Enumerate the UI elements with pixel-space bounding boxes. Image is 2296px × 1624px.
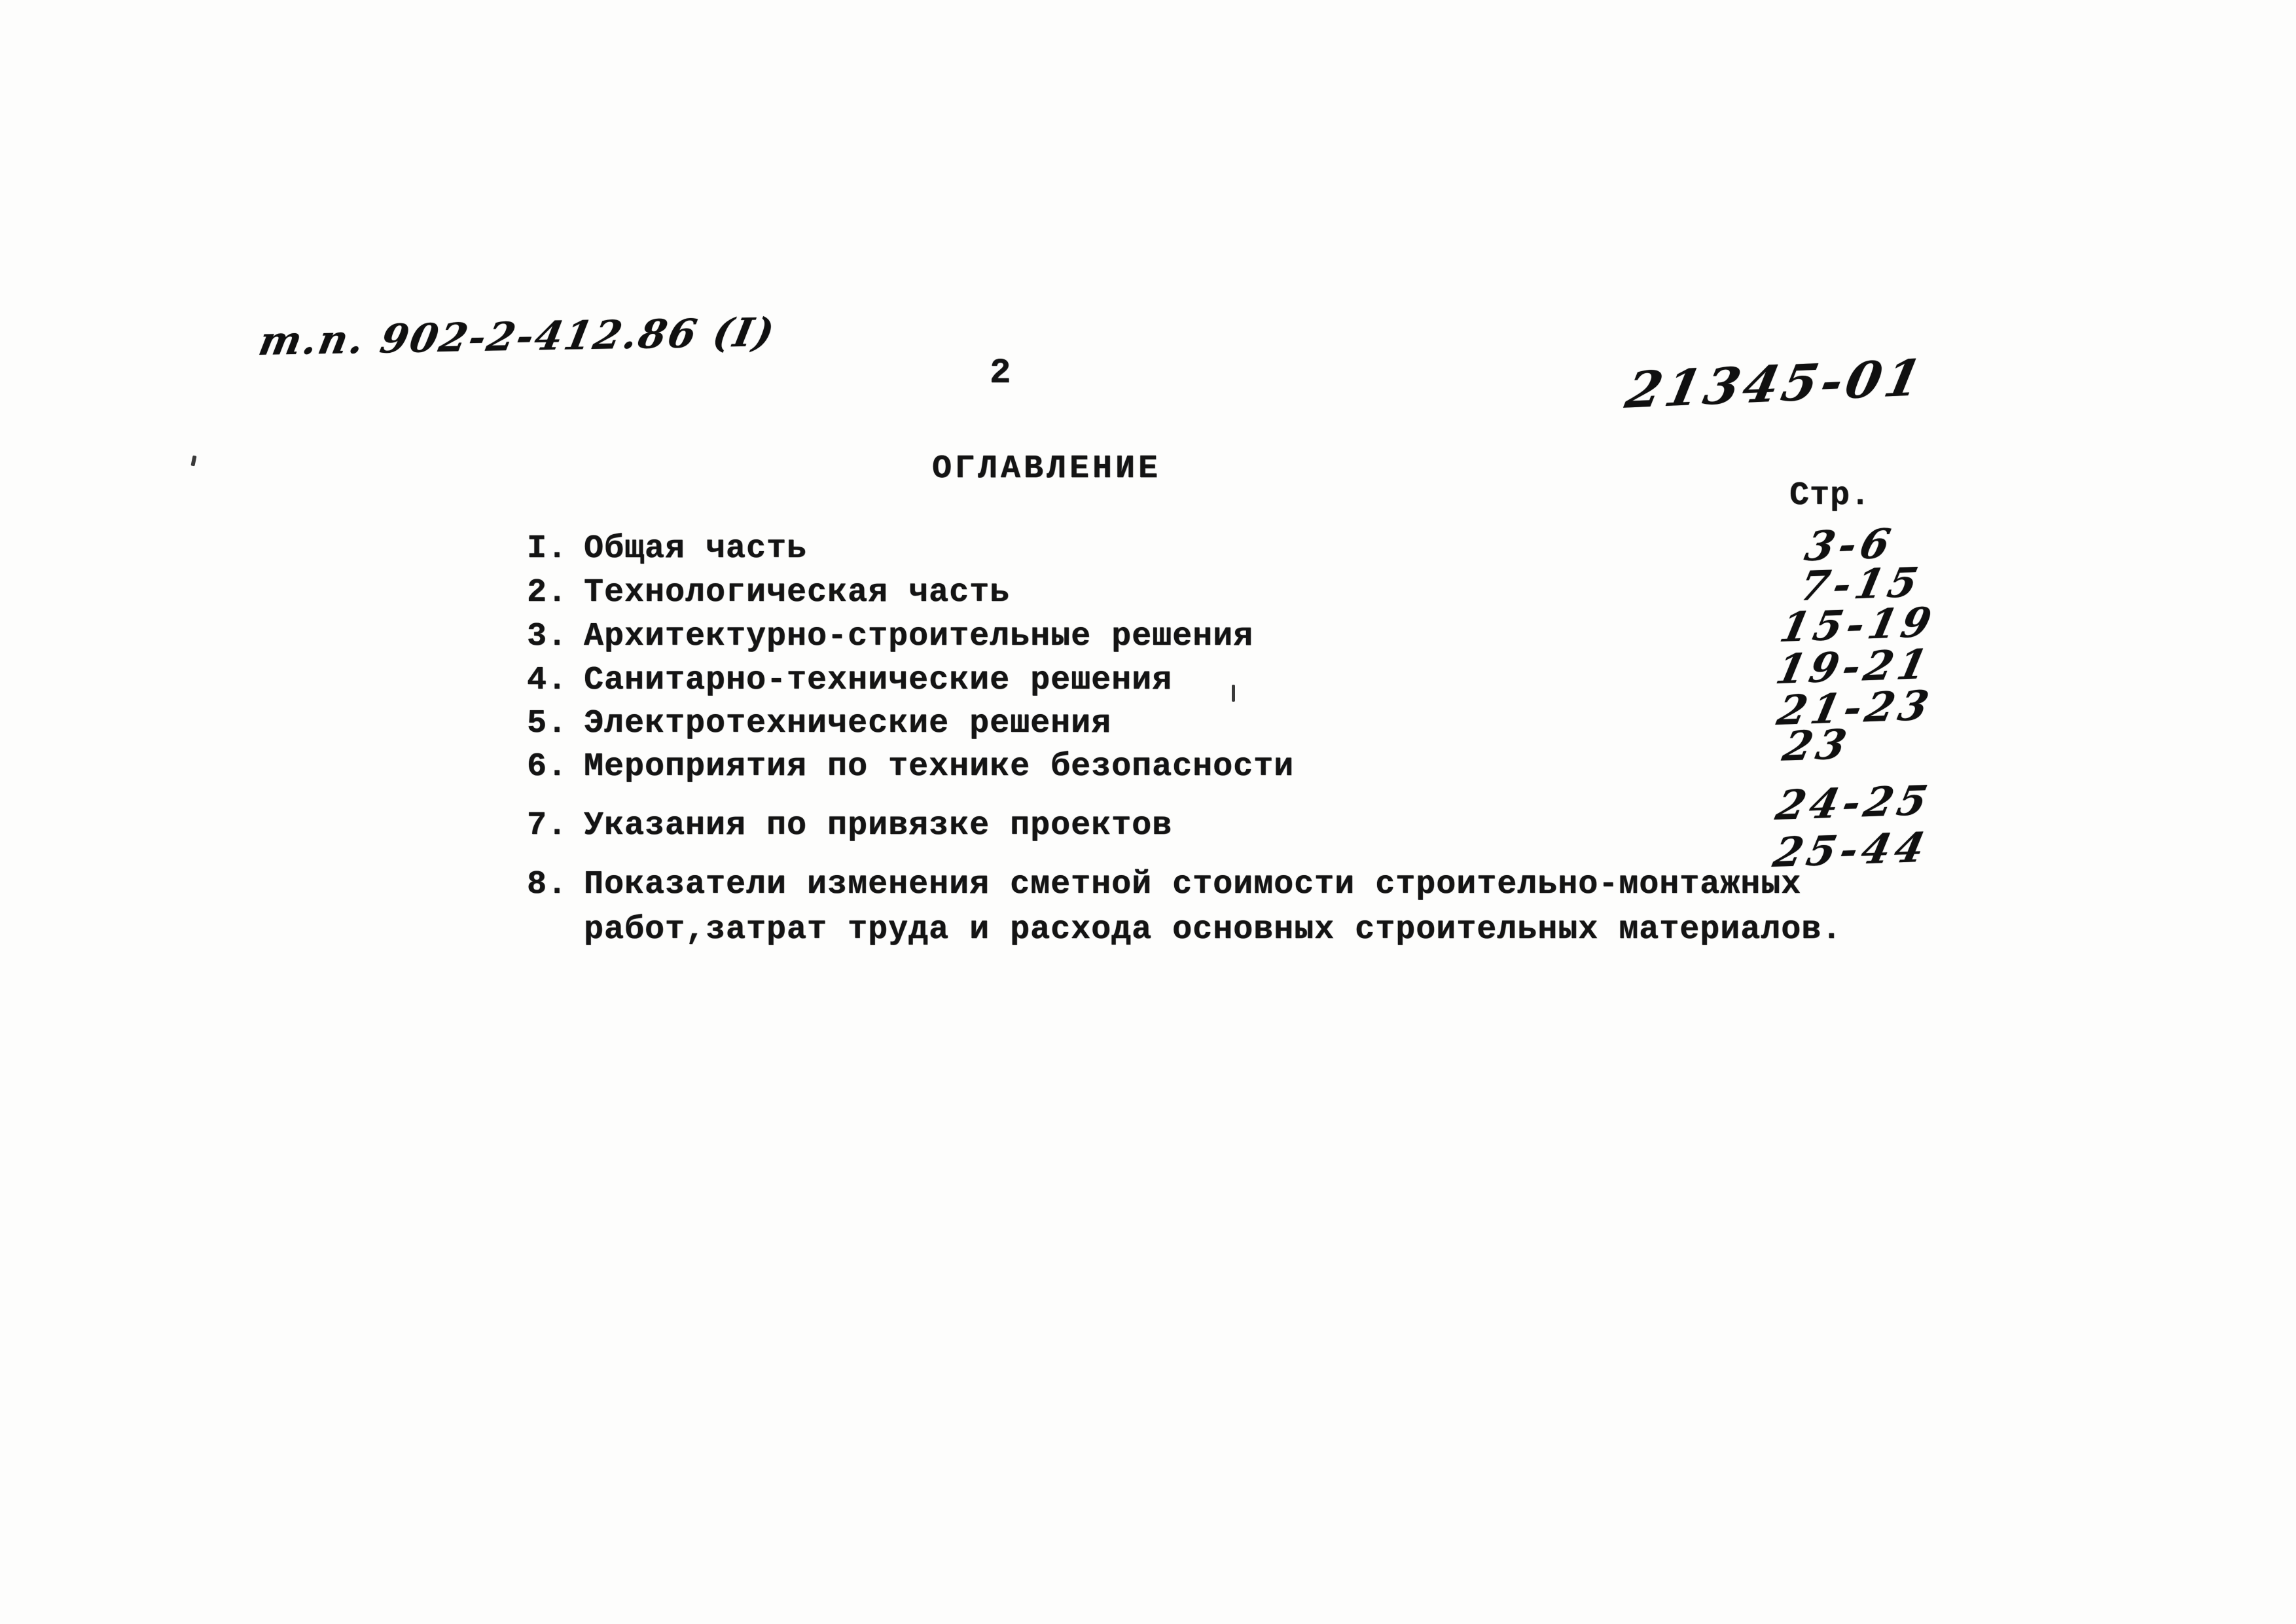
- handwritten-doc-number: 21345-01: [1621, 348, 1931, 420]
- toc-item-pages: 3-6: [1801, 519, 1899, 571]
- toc-item-pages: 15-19: [1776, 598, 1941, 652]
- toc-item-title: Общая часть: [584, 530, 808, 568]
- toc-item-title: Мероприятия по технике безопасности: [584, 748, 1295, 785]
- toc-item-pages: 19-21: [1772, 640, 1937, 694]
- toc-item-number: 5.: [527, 705, 568, 742]
- toc-item-title-line2: работ,затрат труда и расхода основных строительных материалов.: [584, 911, 1842, 948]
- toc-title: ОГЛАВЛЕНИЕ: [932, 450, 1162, 488]
- toc-item-pages: 7-15: [1795, 558, 1927, 611]
- toc-item-pages: 25-44: [1769, 823, 1934, 877]
- toc-item-title: Показатели изменения сметной стоимости строительно-монтажных: [584, 866, 1802, 903]
- toc-item-number: 8.: [527, 866, 568, 903]
- toc-item-pages: 21-23: [1773, 681, 1938, 735]
- toc-item-number: 2.: [527, 574, 568, 611]
- page-number: 2: [990, 353, 1012, 393]
- toc-item-pages: 24-25: [1772, 776, 1937, 830]
- pages-column-header: Стр.: [1789, 477, 1871, 514]
- toc-item-number: 3.: [527, 618, 568, 655]
- toc-item-number: 4.: [527, 662, 568, 699]
- toc-item-title: Указания по привязке проектов: [584, 807, 1173, 844]
- toc-item-number: 7.: [527, 807, 568, 844]
- toc-item-title: Электротехнические решения: [584, 705, 1112, 742]
- handwritten-project-code: т.п. 902-2-412.86 (I): [255, 310, 780, 365]
- toc-item-title: Санитарно-технические решения: [584, 662, 1173, 699]
- toc-item-number: I.: [527, 530, 568, 568]
- toc-item-title: Архитектурно-строительные решения: [584, 618, 1254, 655]
- toc-item-pages: 23: [1778, 720, 1856, 770]
- toc-item-title: Технологическая часть: [584, 574, 1011, 611]
- toc-item-number: 6.: [527, 748, 568, 785]
- scan-artifact: [190, 456, 196, 467]
- scan-artifact: [1232, 685, 1235, 702]
